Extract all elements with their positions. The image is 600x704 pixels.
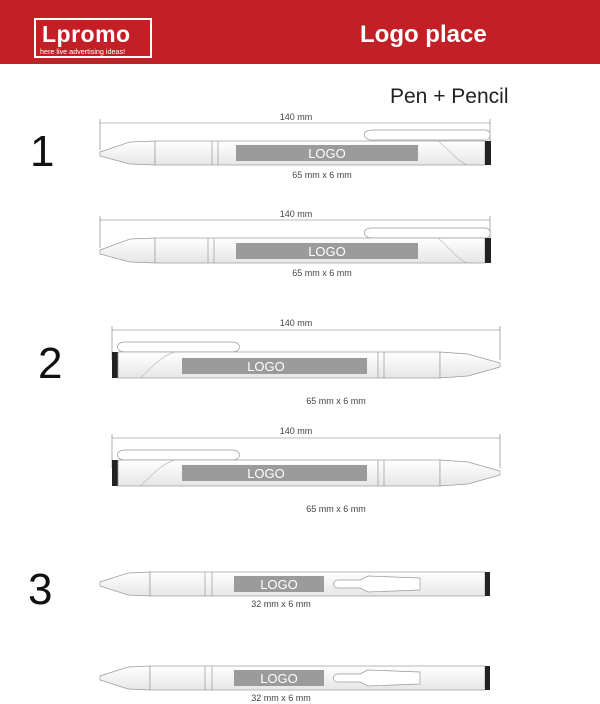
pen-end-cap (485, 572, 490, 596)
pen-end-cap (485, 666, 490, 690)
pen-clip (118, 342, 240, 352)
size-label: 65 mm x 6 mm (306, 396, 366, 406)
brand-name: Lpromo (42, 21, 131, 47)
pen-2a (112, 318, 500, 406)
logo-label: LOGO (308, 146, 346, 161)
section-number-1: 1 (30, 127, 55, 176)
size-label: 65 mm x 6 mm (292, 268, 352, 278)
size-label: 65 mm x 6 mm (306, 504, 366, 514)
page-subtitle: Pen + Pencil (390, 85, 509, 108)
logo-label: LOGO (260, 577, 298, 592)
length-label: 140 mm (279, 426, 313, 436)
pen-1a (100, 112, 491, 180)
pen-end-cap (485, 141, 491, 165)
pen-tip (100, 666, 150, 690)
section-number-3: 3 (28, 565, 53, 614)
pen-1b (100, 209, 491, 278)
length-label: 140 mm (279, 209, 313, 219)
brand-tagline: here live advertising ideas! (40, 47, 126, 56)
pen-tip (440, 352, 500, 378)
pen-clip (118, 450, 240, 460)
section-number-2: 2 (38, 339, 63, 388)
pen-end-cap (112, 460, 118, 486)
pen-clip (364, 130, 490, 140)
pen-3b (100, 666, 490, 703)
length-label: 140 mm (279, 318, 313, 328)
pen-tip (100, 238, 155, 263)
length-label: 140 mm (279, 112, 313, 122)
size-label: 65 mm x 6 mm (292, 170, 352, 180)
logo-label: LOGO (247, 359, 285, 374)
logo-label: LOGO (308, 244, 346, 259)
pen-3a (100, 572, 490, 609)
pen-end-cap (112, 352, 118, 378)
logo-label: LOGO (247, 466, 285, 481)
size-label: 32 mm x 6 mm (251, 693, 311, 703)
pen-tip (100, 572, 150, 596)
pen-clip (364, 228, 490, 238)
pen-tip (100, 141, 155, 165)
logo-label: LOGO (260, 671, 298, 686)
pen-2b (112, 426, 500, 514)
page-title: Logo place (360, 21, 487, 48)
pen-tip (440, 460, 500, 486)
size-label: 32 mm x 6 mm (251, 599, 311, 609)
pen-end-cap (485, 238, 491, 263)
